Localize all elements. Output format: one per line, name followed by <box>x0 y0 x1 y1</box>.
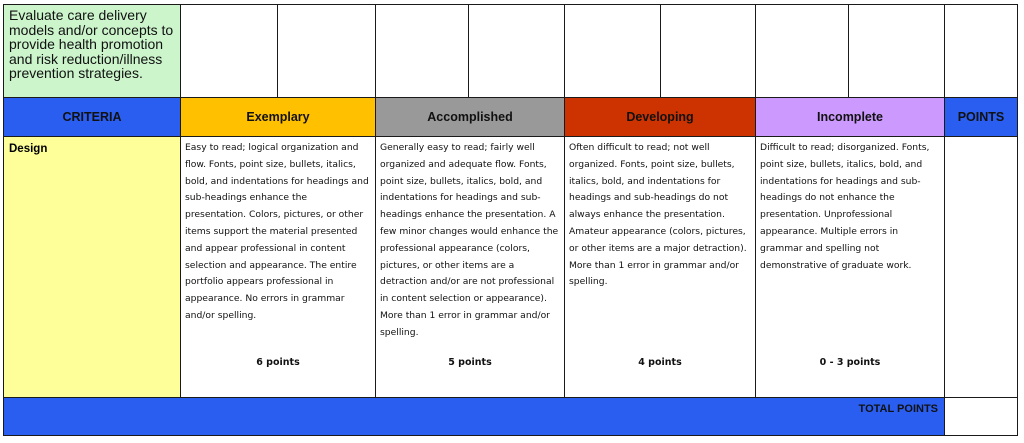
criterion-design: Design <box>4 137 181 398</box>
accomplished-cell <box>376 137 565 398</box>
developing-cell <box>565 137 756 398</box>
blank-cell <box>376 5 469 98</box>
incomplete-cell <box>756 137 945 398</box>
outcome-statement: Evaluate care delivery models and/or concepts to provide health promotion and risk reduction/illness prevention strategies. <box>4 5 181 98</box>
incomplete-points: 0 - 3 points <box>819 357 881 368</box>
blank-cell <box>469 5 565 98</box>
blank-cell <box>181 5 278 98</box>
header-developing: Developing <box>565 98 756 137</box>
header-incomplete: Incomplete <box>756 98 945 137</box>
blank-cell <box>565 5 661 98</box>
blank-cell <box>661 5 756 98</box>
total-points-cell <box>945 398 1018 436</box>
blank-cell <box>849 5 945 98</box>
header-row <box>4 98 1018 137</box>
exemplary-points: 6 points <box>256 357 300 368</box>
blank-cell <box>756 5 849 98</box>
accomplished-points: 5 points <box>448 357 492 368</box>
rubric-table <box>3 4 1018 436</box>
outcome-row <box>4 5 1018 98</box>
header-criteria: CRITERIA <box>4 98 181 137</box>
blank-cell <box>278 5 376 98</box>
incomplete-description: Difficult to read; disorganized. Fonts, point size, bullets, italics, bold, and indentations for headings and sub-headings do not enhance the presentation. Unprofessional appearance. Multiple errors in grammar and spelling not demonstrative of graduate work. <box>760 142 930 271</box>
total-points-label: TOTAL POINTS <box>4 398 945 436</box>
table-row <box>4 137 1018 398</box>
total-row <box>4 398 1018 436</box>
developing-description: Often difficult to read; not well organized. Fonts, point size, bullets, italics, bold, and indentations for headings and sub-headings do not always enhance the presentation. Amateur appearance (colors, pictures, or other items are a major detraction). More than 1 error in grammar and/or spelling. <box>569 142 747 288</box>
accomplished-description: Generally easy to read; fairly well organized and adequate flow. Fonts, point size, bullets, italics, bold, and indentations for headings and sub-headings enhance the presentation. A few minor changes would enhance the professional appearance (colors, pictures, or other items are a detraction and/or are not professional in content selection or appearance). More than 1 error in grammar and/or spelling. <box>380 142 559 338</box>
developing-points: 4 points <box>638 357 682 368</box>
blank-cell <box>945 5 1018 98</box>
exemplary-description: Easy to read; logical organization and flow. Fonts, point size, bullets, italics, bold, and indentations for headings and sub-headings enhance the presentation. Colors, pictures, or other items support the material presented and appear professional in content selection and appearance. The entire portfolio appears professional in appearance. No errors in grammar and/or spelling. <box>185 142 369 321</box>
exemplary-cell <box>181 137 376 398</box>
header-accomplished: Accomplished <box>376 98 565 137</box>
header-exemplary: Exemplary <box>181 98 376 137</box>
header-points: POINTS <box>945 98 1018 137</box>
points-cell <box>945 137 1018 398</box>
